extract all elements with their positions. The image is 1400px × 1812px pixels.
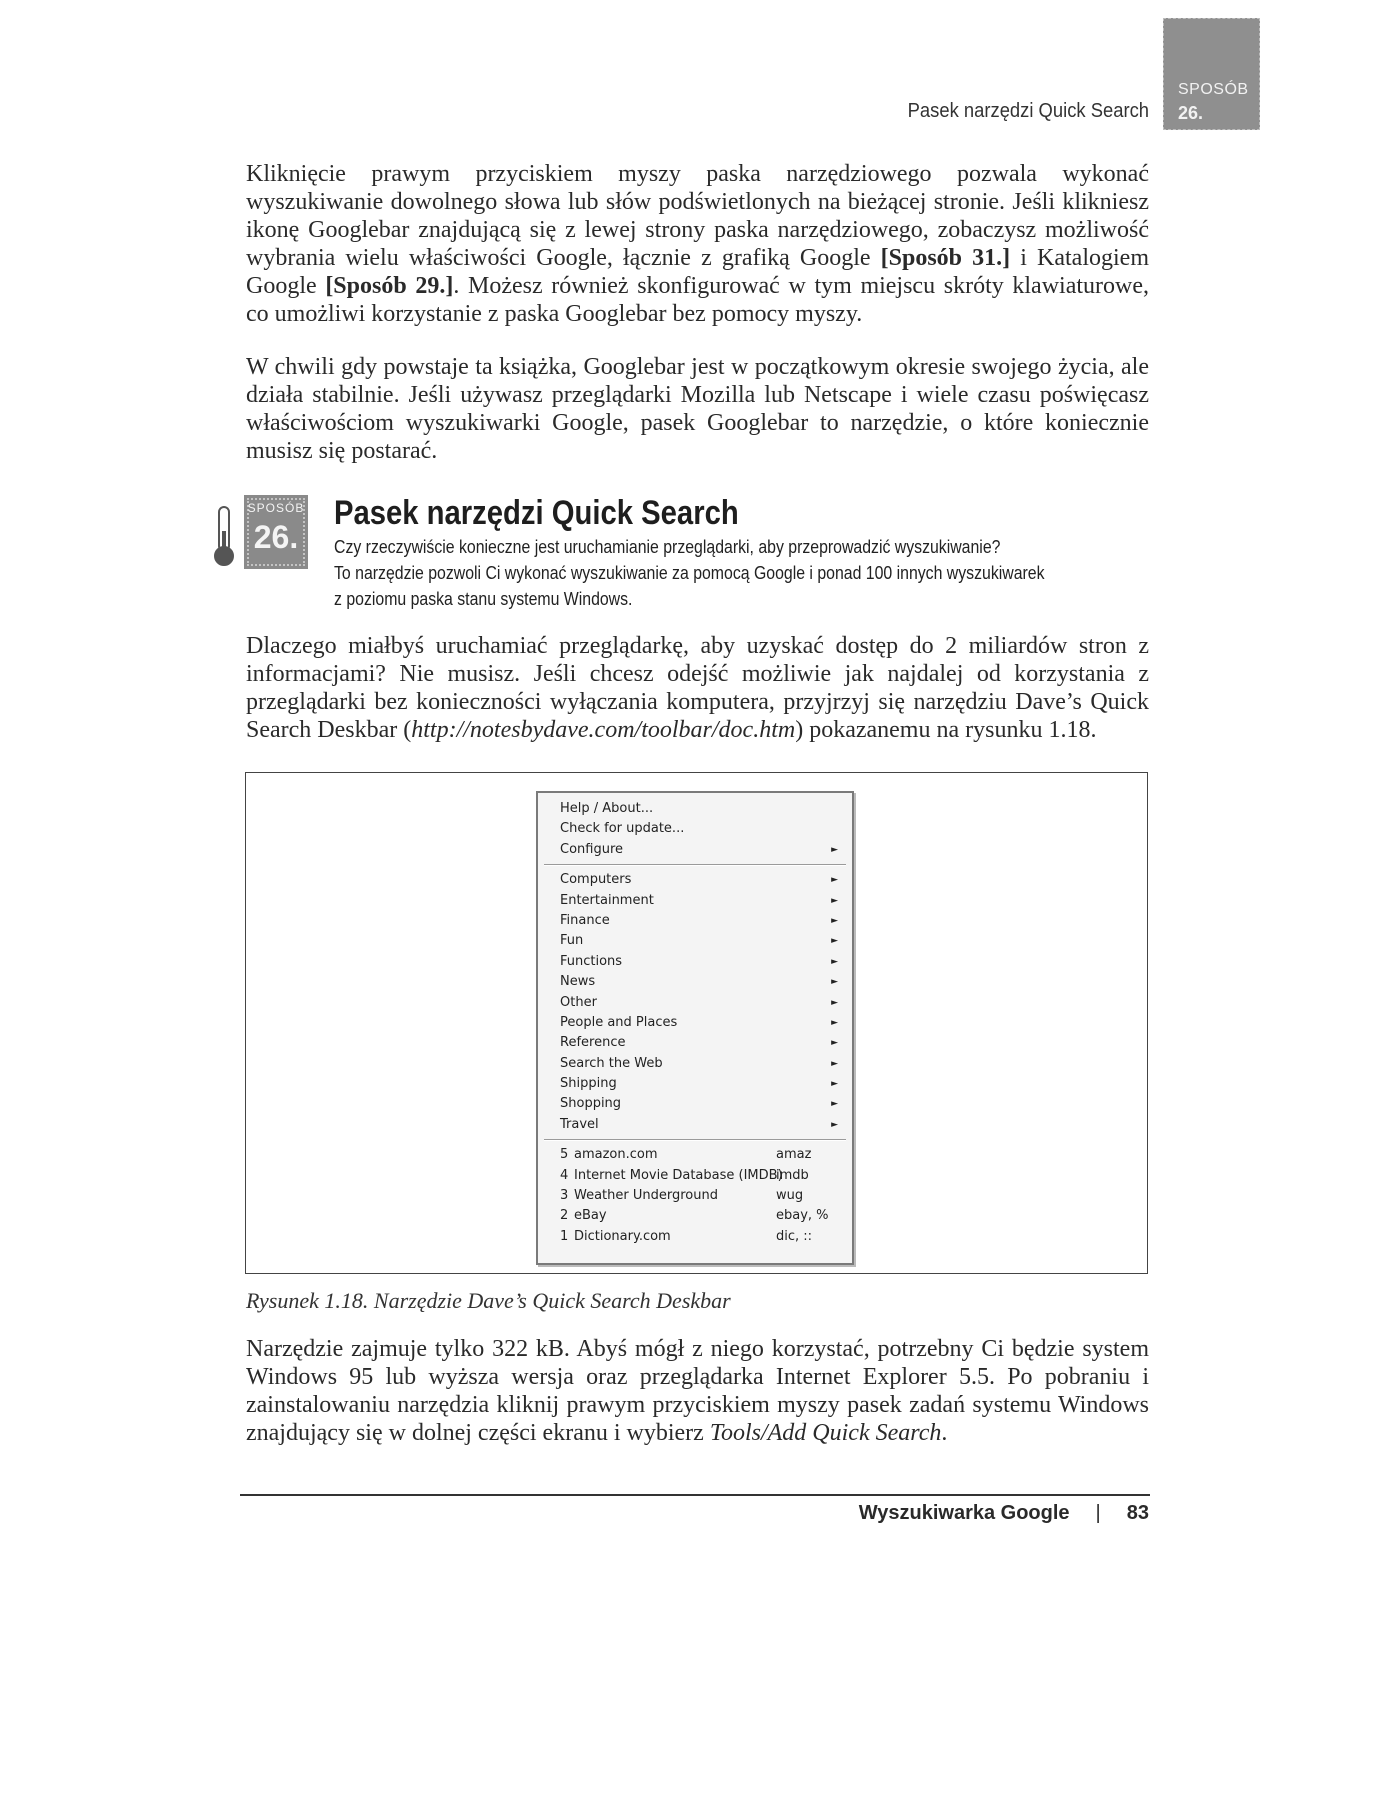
menu-item[interactable]: [544, 911, 846, 931]
menu-item-label: Computers: [560, 872, 632, 888]
menu-item[interactable]: [544, 993, 846, 1013]
submenu-arrow-icon: ►: [831, 1038, 838, 1049]
menu-item[interactable]: [544, 891, 846, 911]
recent-item-label: Dictionary.com: [574, 1228, 671, 1244]
menu-items: [544, 799, 846, 1247]
menu-item-label: Shopping: [560, 1096, 622, 1112]
menu-item-label: Functions: [560, 953, 623, 969]
menu-item-label: News: [560, 974, 596, 990]
recent-search-item[interactable]: [544, 1206, 846, 1226]
submenu-arrow-icon: ►: [831, 977, 838, 988]
running-header: Pasek narzędzi Quick Search: [907, 100, 1149, 122]
menu-item[interactable]: [544, 952, 846, 972]
recent-item-label: eBay: [574, 1208, 607, 1224]
menu-item-label: Help / About...: [560, 801, 654, 816]
recent-item-label: Internet Movie Database (IMDB): [574, 1167, 783, 1183]
hack-badge: [244, 495, 308, 569]
menu-path: Tools/Add Quick Search: [709, 1420, 942, 1446]
hack-subtitle-line: Czy rzeczywiście konieczne jest uruchamianie przeglądarki, aby przeprowadzić wyszukiwanie?: [334, 537, 1001, 557]
submenu-arrow-icon: ►: [831, 1058, 838, 1069]
menu-separator: [544, 1135, 846, 1145]
hack-subtitle-line: To narzędzie pozwoli Ci wykonać wyszukiwanie za pomocą Google i ponad 100 innych wyszukiwarek: [334, 563, 1045, 583]
page-number: 83: [1126, 1502, 1149, 1524]
menu-item[interactable]: [544, 870, 846, 890]
menu-item-label: People and Places: [560, 1014, 678, 1030]
paragraph-text: .: [941, 1420, 948, 1446]
recent-item-alias: ebay, %: [776, 1208, 829, 1224]
menu-item-label: Reference: [560, 1035, 626, 1051]
submenu-arrow-icon: ►: [831, 956, 838, 967]
submenu-arrow-icon: ►: [831, 1017, 838, 1028]
submenu-arrow-icon: ►: [831, 1079, 838, 1090]
menu-item[interactable]: [544, 799, 846, 819]
submenu-arrow-icon: ►: [831, 936, 838, 947]
recent-search-item[interactable]: [544, 1227, 846, 1247]
menu-item-label: Shipping: [560, 1076, 617, 1092]
recent-item-key: 3: [560, 1188, 569, 1204]
paragraph-googlebar-shortcuts: [246, 160, 1149, 328]
menu-item-label: Fun: [560, 933, 584, 949]
recent-item-key: 4: [560, 1167, 569, 1183]
thermometer-icon: [213, 505, 235, 567]
corner-tab-label: SPOSÓB: [1178, 81, 1249, 98]
submenu-arrow-icon: ►: [831, 997, 838, 1008]
recent-search-item[interactable]: [544, 1186, 846, 1206]
submenu-arrow-icon: ►: [831, 875, 838, 886]
menu-item[interactable]: [544, 1094, 846, 1114]
footer-rule: [240, 1494, 1150, 1496]
paragraph-text: Dlaczego miałbyś uruchamiać przeglądarkę, aby uzyskać dostęp do 2 miliardów stron z informacjami? Nie musisz. Jeśli chcesz odejść możliwie jak najdalej od korzystania z przeglądarki bez konieczności wyłączania komputera, przyjrzyj się narzędziu Dave’s Quick Search Deskbar (: [246, 633, 1149, 743]
menu-item-label: Other: [560, 994, 597, 1010]
paragraph-intro: [246, 632, 1149, 744]
hack-subtitle-line: z poziomu paska stanu systemu Windows.: [334, 589, 633, 609]
submenu-arrow-icon: ►: [831, 844, 838, 855]
recent-item-label: amazon.com: [574, 1147, 658, 1163]
paragraph-requirements: [246, 1335, 1149, 1447]
submenu-arrow-icon: ►: [831, 1099, 838, 1110]
figure-frame: [245, 772, 1148, 1274]
menu-item-label: Finance: [560, 912, 610, 928]
corner-hack-tab: [1163, 18, 1260, 130]
paragraph-text: . Możesz również skonfigurować w tym miejscu skróty klawiaturowe, co umożliwi korzystanie z paska Googlebar bez pomocy myszy.: [246, 273, 1149, 327]
quick-search-context-menu: [536, 791, 854, 1265]
submenu-arrow-icon: ►: [831, 895, 838, 906]
menu-item[interactable]: [544, 931, 846, 951]
paragraph-text: ) pokazanemu na rysunku 1.18.: [795, 717, 1097, 743]
figure-caption: Rysunek 1.18. Narzędzie Dave’s Quick Search Deskbar: [246, 1288, 731, 1313]
paragraph-text: Kliknięcie prawym przyciskiem myszy paska narzędziowego pozwala wykonać wyszukiwanie dowolnego słowa lub słów podświetlonych na bieżącej stronie. Jeśli klikniesz ikonę Googlebar znajdującą się z lewej strony paska narzędziowego, zobaczysz możliwość wybrania wielu właściwości Google, łącznie z grafiką Google: [246, 161, 1149, 271]
hack-badge-label: SPOSÓB: [247, 501, 305, 515]
menu-item[interactable]: [544, 1013, 846, 1033]
menu-item-label: Check for update...: [560, 821, 685, 837]
hack-badge-number: 26.: [253, 519, 299, 555]
menu-item[interactable]: [544, 840, 846, 860]
page-footer: [700, 1502, 1149, 1525]
footer-separator: |: [1095, 1502, 1101, 1524]
menu-item-label: Search the Web: [560, 1055, 663, 1071]
submenu-arrow-icon: ►: [831, 1119, 838, 1130]
menu-item-label: Entertainment: [560, 892, 654, 908]
recent-item-alias: imdb: [776, 1167, 809, 1183]
recent-search-item[interactable]: [544, 1166, 846, 1186]
hack-reference: [Sposób 29.]: [325, 273, 454, 299]
recent-item-key: 5: [560, 1147, 569, 1163]
menu-item[interactable]: [544, 1054, 846, 1074]
menu-item[interactable]: [544, 972, 846, 992]
menu-separator: [544, 860, 846, 870]
submenu-arrow-icon: ►: [831, 915, 838, 926]
toolbar-url: http://notesbydave.com/toolbar/doc.htm: [411, 717, 796, 743]
paragraph-text: Narzędzie zajmuje tylko 322 kB. Abyś mógł z niego korzystać, potrzebny Ci będzie system Windows 95 lub wyższa wersja oraz przeglądarka Internet Explorer 5.5. Po pobraniu i zainstalowaniu narzędzia kliknij prawym przyciskiem myszy pasek zadań systemu Windows znajdujący się w dolnej części ekranu i wybierz: [246, 1336, 1149, 1446]
menu-item-label: Configure: [560, 841, 624, 857]
recent-item-alias: dic, ::: [776, 1228, 813, 1244]
menu-item-label: Travel: [560, 1116, 599, 1132]
menu-item[interactable]: [544, 1115, 846, 1135]
menu-item[interactable]: [544, 819, 846, 839]
recent-item-label: Weather Underground: [574, 1188, 718, 1204]
recent-item-alias: wug: [776, 1188, 804, 1204]
hack-title: Pasek narzędzi Quick Search: [334, 494, 739, 532]
menu-item[interactable]: [544, 1074, 846, 1094]
recent-item-key: 1: [560, 1228, 569, 1244]
menu-item[interactable]: [544, 1033, 846, 1053]
paragraph-googlebar-status: W chwili gdy powstaje ta książka, Googlebar jest w początkowym okresie swojego życia, ale działa stabilnie. Jeśli używasz przeglądarki Mozilla lub Netscape i wiele czasu poświęcasz właściwościom wyszukiwarki Google, pasek Googlebar to narzędzie, o które koniecznie musisz się postarać.: [246, 354, 1149, 464]
paragraph-text: i Katalogiem Google: [246, 245, 1149, 299]
recent-item-alias: amaz: [776, 1147, 812, 1163]
corner-tab-number: 26.: [1178, 103, 1204, 123]
recent-search-item[interactable]: [544, 1145, 846, 1165]
recent-item-key: 2: [560, 1208, 569, 1224]
hack-reference: [Sposób 31.]: [880, 245, 1011, 271]
footer-section-title: Wyszukiwarka Google: [858, 1502, 1070, 1524]
